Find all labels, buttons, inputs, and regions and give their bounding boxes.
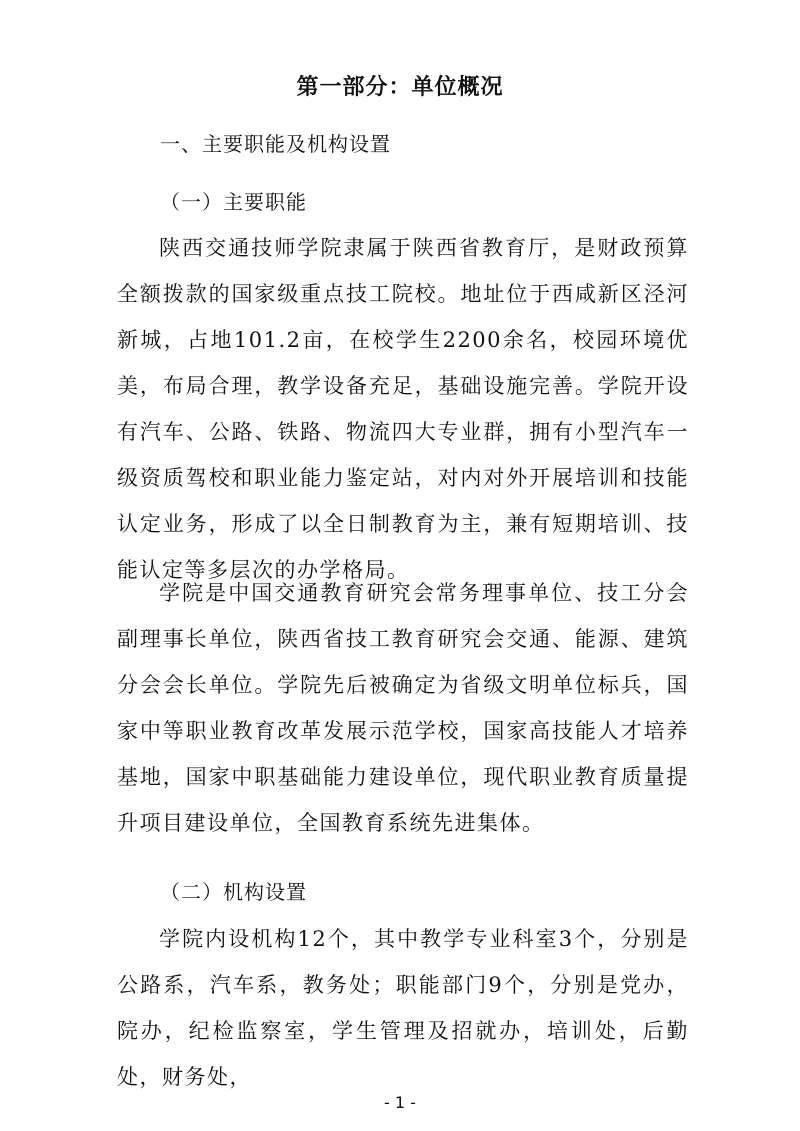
subsection-heading-organization: （二）机构设置 — [160, 880, 307, 904]
paragraph-functions-1: 陕西交通技师学院隶属于陕西省教育厅，是财政预算全额拨款的国家级重点技工院校。地址位于西咸新区泾河新城，占地101.2亩，在校学生2200余名，校园环境优美，布局合理，教学设备充足，基础设施完善。学院开设有汽车、公路、铁路、物流四大专业群，拥有小型汽车一级资质驾校和职业能力鉴定站，对内对外开展培训和技能认定业务，形成了以全日制教育为主，兼有短期培训、技能认定等多层次的办学格局。 — [117, 236, 689, 582]
page-title: 第一部分：单位概况 — [296, 75, 504, 100]
section-heading: 一、主要职能及机构设置 — [160, 132, 391, 156]
paragraph-organization-1: 学院内设机构12个，其中教学专业科室3个，分别是公路系，汽车系，教务处；职能部门9个，分别是党办，院办，纪检监察室，学生管理及招就办，培训处，后勤处，财务处， — [117, 927, 689, 1089]
paragraph-functions-2: 学院是中国交通教育研究会常务理事单位、技工分会副理事长单位，陕西省技工教育研究会交通、能源、建筑分会会长单位。学院先后被确定为省级文明单位标兵，国家中等职业教育改革发展示范学校，国家高技能人才培养基地，国家中职基础能力建设单位，现代职业教育质量提升项目建设单位，全国教育系统先进集体。 — [117, 581, 689, 835]
subsection-heading-functions: （一）主要职能 — [160, 190, 307, 214]
page-number: - 1 - — [384, 1093, 416, 1112]
